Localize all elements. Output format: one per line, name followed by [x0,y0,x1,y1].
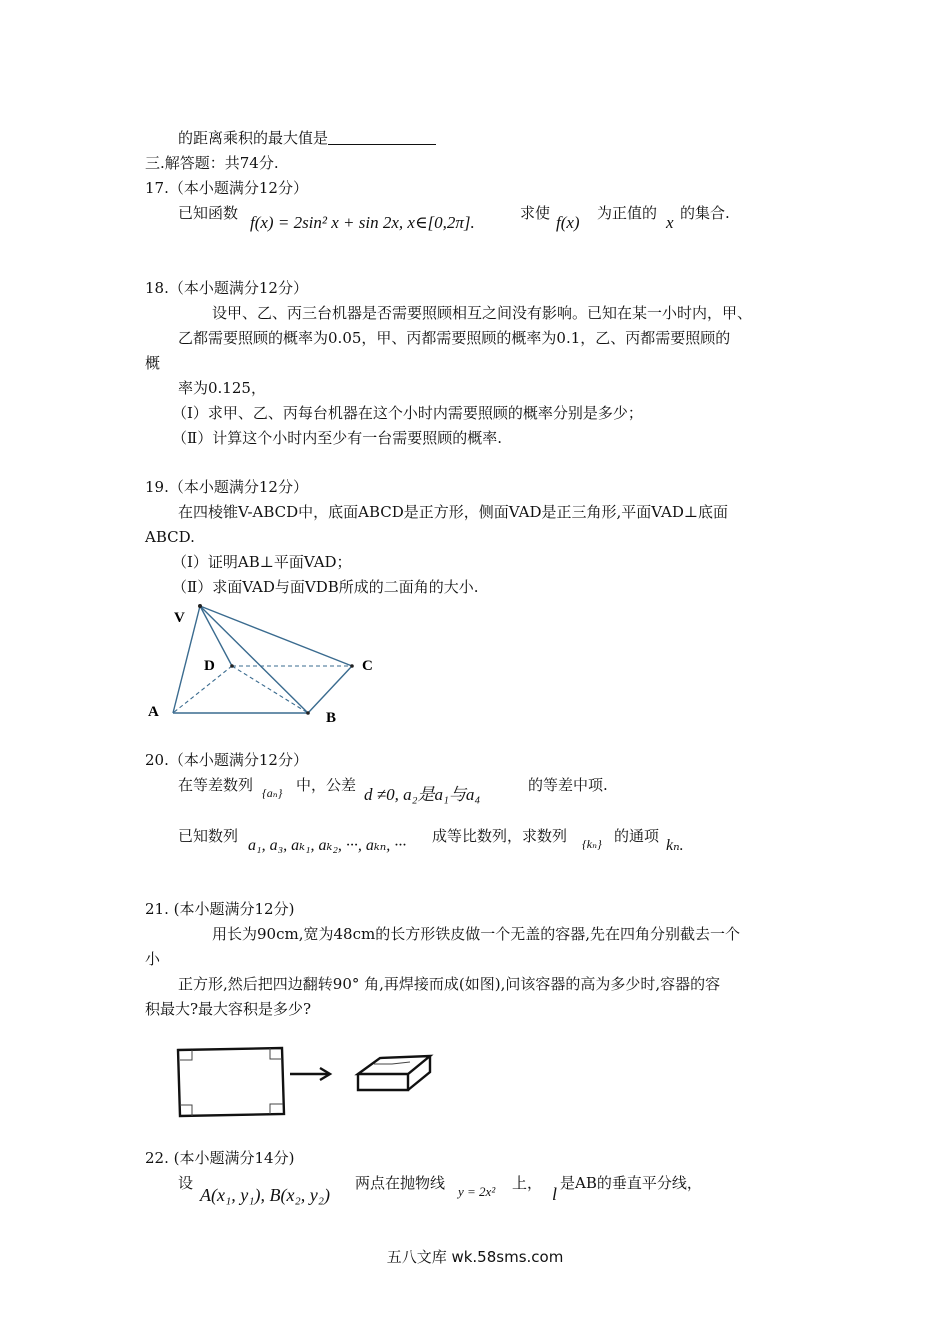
q18-line2: 乙都需要照顾的概率为0.05，甲、丙都需要照顾的概率为0.1，乙、丙都需要照顾的 [178,329,731,347]
q21-heading: 21. (本小题满分12分) [145,900,295,918]
q18-line3: 概 [145,354,161,372]
section3-heading: 三.解答题：共74分. [145,154,279,172]
q22-mid2: 上， [512,1174,543,1192]
q20-seq: {aₙ} [262,786,283,800]
label-D: D [204,658,215,674]
label-V: V [174,610,185,626]
q19-line3: （Ⅰ）证明AB⊥平面VAD； [172,553,352,571]
q17-mid2: 为正值的 [597,204,658,222]
q17-fx: f(x) [556,213,580,232]
q20-heading: 20.（本小题满分12分） [145,751,308,769]
q17-suffix: 的集合. [680,204,730,222]
q20-suffix: 的等差中项. [528,776,608,794]
q20-l2-mid: 成等比数列，求数列 [432,827,568,845]
q18-line5: （Ⅰ）求甲、乙、丙每台机器在这个小时内需要照顾的概率分别是多少； [172,404,643,422]
q22-points: A(x₁, y₁), B(x₂, y₂) [200,1185,330,1205]
q19-line2: ABCD. [145,528,195,546]
q19-line4: （Ⅱ）求面VAD与面VDB所成的二面角的大小. [172,578,479,596]
q20-seq2: a₁, a₃, aₖ₁, aₖ₂, ···, aₖₙ, ··· [248,837,407,854]
container-figure [170,1028,450,1123]
q19-line1: 在四棱锥V-ABCD中，底面ABCD是正方形，侧面VAD是正三角形,平面VAD⊥底面 [178,503,729,521]
label-A: A [148,704,159,720]
answer-blank [328,130,436,145]
q20-kn2: kₙ. [666,837,684,854]
q17-mid: 求使 [520,204,551,222]
q17-heading: 17.（本小题满分12分） [145,179,308,197]
footer-watermark: 五八文库 wk.58sms.com [386,1248,564,1266]
q21-line3: 正方形,然后把四边翻转90° 角,再焊接而成(如图),问该容器的高为多少时,容器的容 [178,975,721,993]
q21-line2: 小 [145,950,161,968]
q21-line1: 用长为90cm,宽为48cm的长方形铁皮做一个无盖的容器,先在四角分别截去一个 [212,925,740,943]
q22-heading: 22. (本小题满分14分) [145,1149,295,1167]
q22-mid: 两点在抛物线 [355,1174,446,1192]
q17-x: x [666,213,674,232]
label-C: C [362,658,373,674]
q18-line1: 设甲、乙、丙三台机器是否需要照顾相互之间没有影响。已知在某一小时内，甲、 [212,304,753,322]
q21-line4: 积最大?最大容积是多少? [145,1000,312,1018]
q18-line4: 率为0.125， [178,379,266,397]
q20-l2-mid2: 的通项 [614,827,660,845]
q22-parabola: y = 2x² [458,1184,496,1199]
q16-tail-line [178,128,436,148]
q18-heading: 18.（本小题满分12分） [145,279,308,297]
q17-prefix: 已知函数 [178,204,239,222]
q20-prefix: 在等差数列 [178,776,254,794]
pyramid-figure [140,598,390,728]
q20-l2-prefix: 已知数列 [178,827,239,845]
q20-kn: {kₙ} [582,837,602,851]
q16-tail-text: 的距离乘积的最大值是 [178,129,329,147]
q22-suffix: 是AB的垂直平分线， [560,1174,702,1192]
q22-l: l [552,1184,558,1204]
label-B: B [326,710,337,726]
q18-line6: （Ⅱ）计算这个小时内至少有一台需要照顾的概率. [172,429,502,447]
q22-prefix: 设 [178,1174,194,1192]
q20-cond: d ≠0, a₂是a₁与a₄ [364,785,481,804]
q19-heading: 19.（本小题满分12分） [145,478,308,496]
q20-mid: 中，公差 [296,776,357,794]
q17-formula: f(x) = 2sin² x + sin 2x, x∈[0,2π]. [250,213,475,232]
